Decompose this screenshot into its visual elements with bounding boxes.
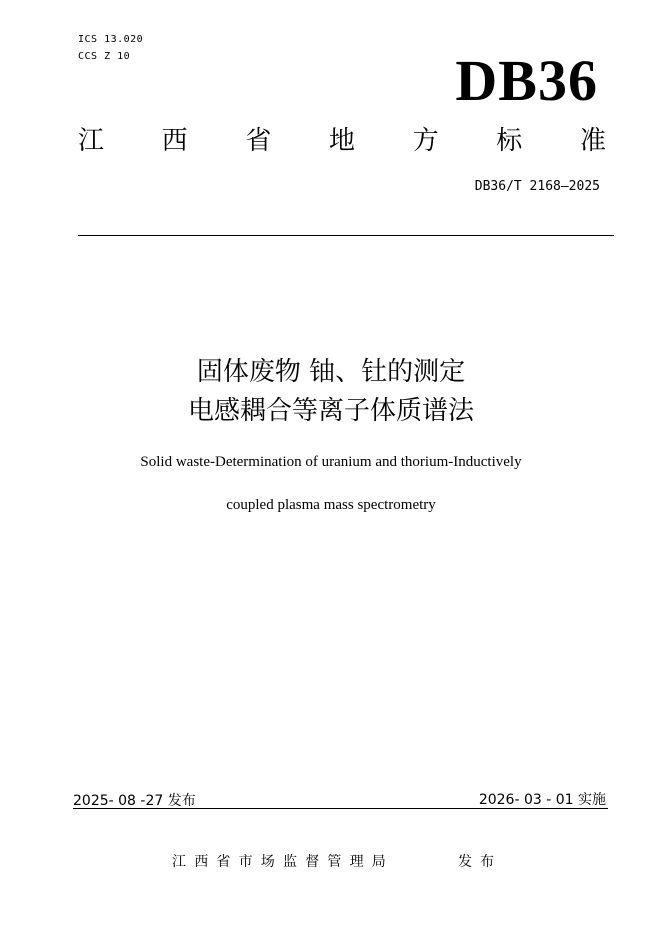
ccs-code: CCS Z 10 — [78, 51, 131, 62]
standard-type-char: 江 — [78, 126, 105, 156]
standard-type-char: 地 — [328, 126, 355, 156]
issuing-authority: 江西省市场监督管理局 — [172, 854, 394, 870]
standard-type-char: 标 — [496, 126, 523, 156]
issue-date: 2025- 08 -27 发布 — [73, 793, 196, 809]
ics-code: ICS 13.020 — [78, 34, 144, 45]
db36-logo: DB36 — [455, 48, 598, 113]
english-title-line-2: coupled plasma mass spectrometry — [226, 497, 436, 513]
footer-divider — [73, 808, 608, 809]
issue-label: 发布 — [458, 854, 502, 870]
standard-type-char: 省 — [245, 126, 272, 156]
chinese-title-line-1: 固体废物 铀、钍的测定 — [196, 357, 466, 387]
standard-type-char: 西 — [161, 126, 188, 156]
standard-type-char: 准 — [579, 126, 606, 156]
standard-code: DB36/T 2168—2025 — [474, 179, 600, 194]
header-divider — [78, 235, 614, 236]
standard-type-heading — [78, 128, 606, 154]
english-title-line-1: Solid waste-Determination of uranium and thorium-Inductively — [140, 454, 522, 470]
chinese-title-line-2: 电感耦合等离子体质谱法 — [187, 396, 474, 426]
standard-type-char: 方 — [412, 126, 439, 156]
implementation-date: 2026- 03 - 01 实施 — [478, 792, 606, 808]
